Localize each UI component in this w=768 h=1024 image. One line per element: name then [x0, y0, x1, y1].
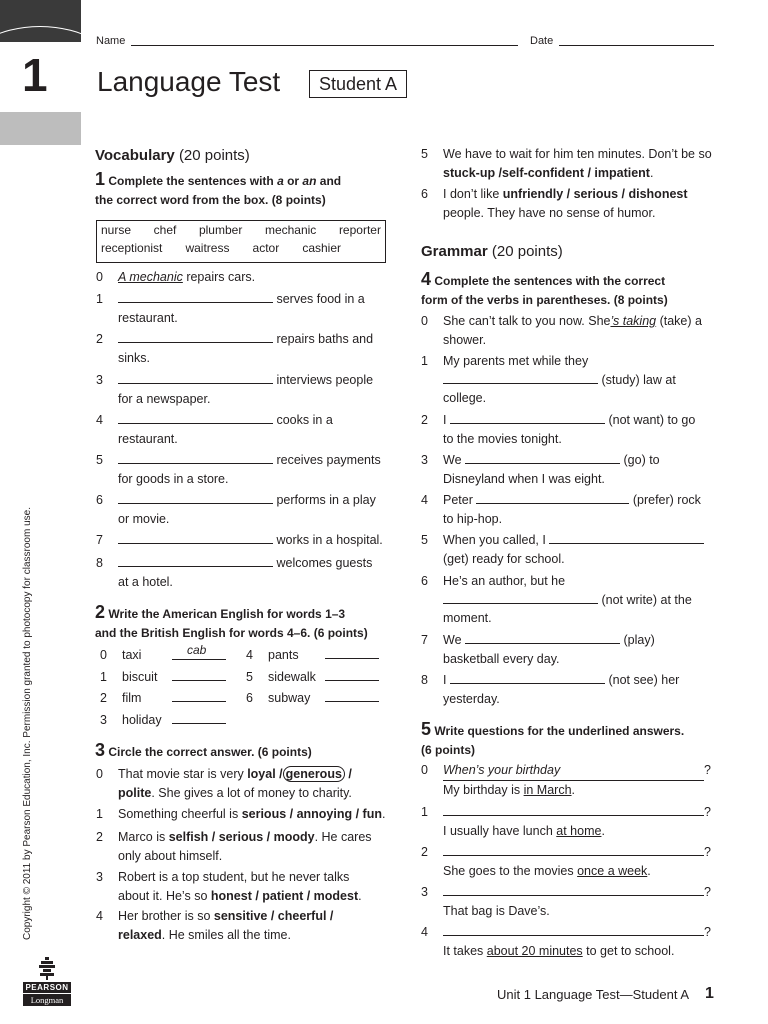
pearson-longman-logo [23, 955, 71, 1007]
answer-blank[interactable] [172, 711, 226, 724]
word-box-item: nurse [101, 223, 132, 237]
word-box-item: plumber [198, 223, 243, 237]
unit-tab [0, 0, 81, 145]
ex4-item-0: 0 She can’t talk to you now. She’s taking (take) a shower. [421, 314, 702, 347]
ex4-item-5: 5 When you called, I (get) ready for school. [421, 531, 721, 571]
word-box-item: reporter [338, 223, 381, 237]
ex4-item-3: 3 We (go) to Disneyland when I was eight. [421, 453, 660, 486]
ex4-item-1: 1 My parents met while they (study) law at college. [421, 354, 676, 405]
ex5-item-4: 4 ? It takes about 20 minutes to get to school. [421, 925, 711, 958]
ex1-item-5: 5 receives payments for goods in a store. [96, 453, 381, 486]
ex4-item-2: 2 I (not want) to go to the movies tonight. [421, 413, 696, 446]
answer-blank[interactable] [118, 532, 273, 544]
answer-blank[interactable] [325, 668, 379, 681]
student-badge: Student A [309, 70, 407, 98]
ex3-item-0: 0 That movie star is very loyal / generous / polite. She gives a lot of money to charity. [96, 767, 352, 800]
answer-blank[interactable] [118, 412, 273, 424]
ex5-item-0: 0 When’s your birthday ? My birthday is in March. [421, 763, 711, 797]
ex1-item-6: 6 performs in a play or movie. [96, 493, 376, 526]
ex1-item-7: 7 works in a hospital. [96, 533, 383, 547]
answer-blank[interactable] [118, 291, 273, 303]
answer-blank[interactable] [443, 924, 704, 936]
answer-blank[interactable] [476, 492, 629, 504]
name-field[interactable] [131, 45, 518, 46]
ex3-item-4: 4 Her brother is so sensitive / cheerful / relaxed. He smiles all the time. [96, 909, 334, 942]
ex1-item-2: 2 repairs baths and sinks. [96, 332, 374, 365]
ex4-item-6: 6 He’s an author, but he (not write) at the moment. [421, 574, 692, 625]
logo-sub: Longman [23, 994, 71, 1006]
page-title: Language Test [97, 66, 281, 97]
ex1-item-3: 3 interviews people for a newspaper. [96, 373, 374, 406]
word-box-item: actor [252, 241, 280, 255]
answer-options[interactable]: sensitive / cheerful / [213, 909, 334, 923]
unit-number: 1 [22, 49, 48, 101]
answer-blank[interactable] [172, 668, 226, 681]
ex5-instruction: 5 Write questions for the underlined answers. (6 points) [421, 719, 685, 757]
word-box-item: mechanic [264, 223, 317, 237]
answer-options[interactable]: selfish / serious / moody [168, 830, 315, 844]
ex2-instruction: 2 Write the American English for words 1–3 and the British English for words 4–6. (6 points) [95, 602, 368, 640]
answer-blank[interactable] [549, 532, 704, 544]
answer-options[interactable]: serious / annoying / fun [241, 807, 382, 821]
pearson-bird-icon [37, 955, 57, 980]
example-answer: cab [187, 643, 207, 657]
word-box-item: chef [153, 223, 177, 237]
name-label: Name [96, 35, 126, 47]
circled-answer[interactable]: generous [283, 766, 345, 782]
answer-blank[interactable] [465, 632, 620, 644]
answer-blank[interactable] [443, 884, 704, 896]
ex4-item-8: 8 I (not see) her yesterday. [421, 673, 680, 706]
answer-blank[interactable] [325, 689, 379, 702]
answer-blank[interactable] [172, 689, 226, 702]
ex5-item-3: 3 ? That bag is Dave’s. [421, 885, 711, 918]
word-box-item: waitress [185, 241, 230, 255]
ex1-item-1: 1 serves food in a restaurant. [96, 292, 365, 325]
answer-blank[interactable] [443, 592, 598, 604]
word-box [96, 220, 386, 263]
footer-text: Unit 1 Language Test—Student A [497, 987, 690, 1002]
ex5-item-1: 1 ? I usually have lunch at home. [421, 805, 711, 838]
answer-blank[interactable] [118, 331, 273, 343]
answer-blank[interactable] [118, 452, 273, 464]
answer-blank[interactable] [443, 844, 704, 856]
copyright-notice: Copyright © 2011 by Pearson Education, Inc. Permission granted to photocopy for classroom use. [22, 507, 33, 940]
answer-blank[interactable] [443, 372, 598, 384]
ex5-item-2: 2 ? She goes to the movies once a week. [421, 845, 711, 878]
answer-blank[interactable] [465, 452, 620, 464]
ex1-item-8: 8 welcomes guests at a hotel. [96, 556, 373, 589]
ex1-item-4: 4 cooks in a restaurant. [96, 413, 333, 446]
answer-blank[interactable] [118, 492, 273, 504]
ex4-instruction: 4 Complete the sentences with the correct form of the verbs in parentheses. (8 points) [421, 269, 668, 307]
word-box-item: receptionist [101, 241, 163, 255]
ex3-item-5: 5 We have to wait for him ten minutes. Don’t be so stuck-up /self-confident / impatient. [421, 147, 712, 180]
vocabulary-heading: Vocabulary (20 points) [95, 147, 250, 164]
ex1-instruction: 1 Complete the sentences with a or an and the correct word from the box. (8 points) [95, 169, 342, 207]
example-answer: ’s taking [610, 314, 657, 328]
date-label: Date [530, 35, 554, 47]
ex3-item-2: 2 Marco is selfish / serious / moody. He cares only about himself. [96, 830, 372, 863]
answer-options[interactable]: unfriendly / serious / dishonest [502, 187, 688, 201]
logo-brand: PEARSON [23, 982, 71, 993]
page-number: 1 [705, 985, 714, 1002]
grammar-heading: Grammar (20 points) [421, 243, 563, 260]
example-answer: A mechanic [118, 270, 183, 284]
ex3-item-6: 6 I don’t like unfriendly / serious / dishonest people. They have no sense of humor. [421, 187, 688, 220]
answer-blank[interactable] [118, 555, 273, 567]
answer-blank[interactable] [118, 372, 273, 384]
answer-options[interactable]: honest / patient / modest [210, 888, 359, 903]
ex4-item-4: 4 Peter (prefer) rock to hip-hop. [421, 493, 701, 526]
answer-options[interactable]: stuck-up /self-confident / impatient [443, 165, 650, 180]
ex3-item-3: 3 Robert is a top student, but he never talks about it. He’s so honest / patient / modest. [96, 870, 362, 903]
answer-blank[interactable] [450, 412, 605, 424]
date-field[interactable] [559, 45, 714, 46]
example-answer: When’s your birthday [443, 761, 704, 781]
word-box-item: cashier [302, 241, 341, 255]
answer-blank[interactable] [443, 804, 704, 816]
unit-tab-lower-band [0, 108, 81, 145]
ex3-instruction: 3 Circle the correct answer. (6 points) [95, 740, 312, 760]
ex4-item-7: 7 We (play) basketball every day. [421, 633, 655, 666]
answer-blank[interactable] [450, 672, 605, 684]
answer-blank[interactable] [325, 646, 379, 659]
